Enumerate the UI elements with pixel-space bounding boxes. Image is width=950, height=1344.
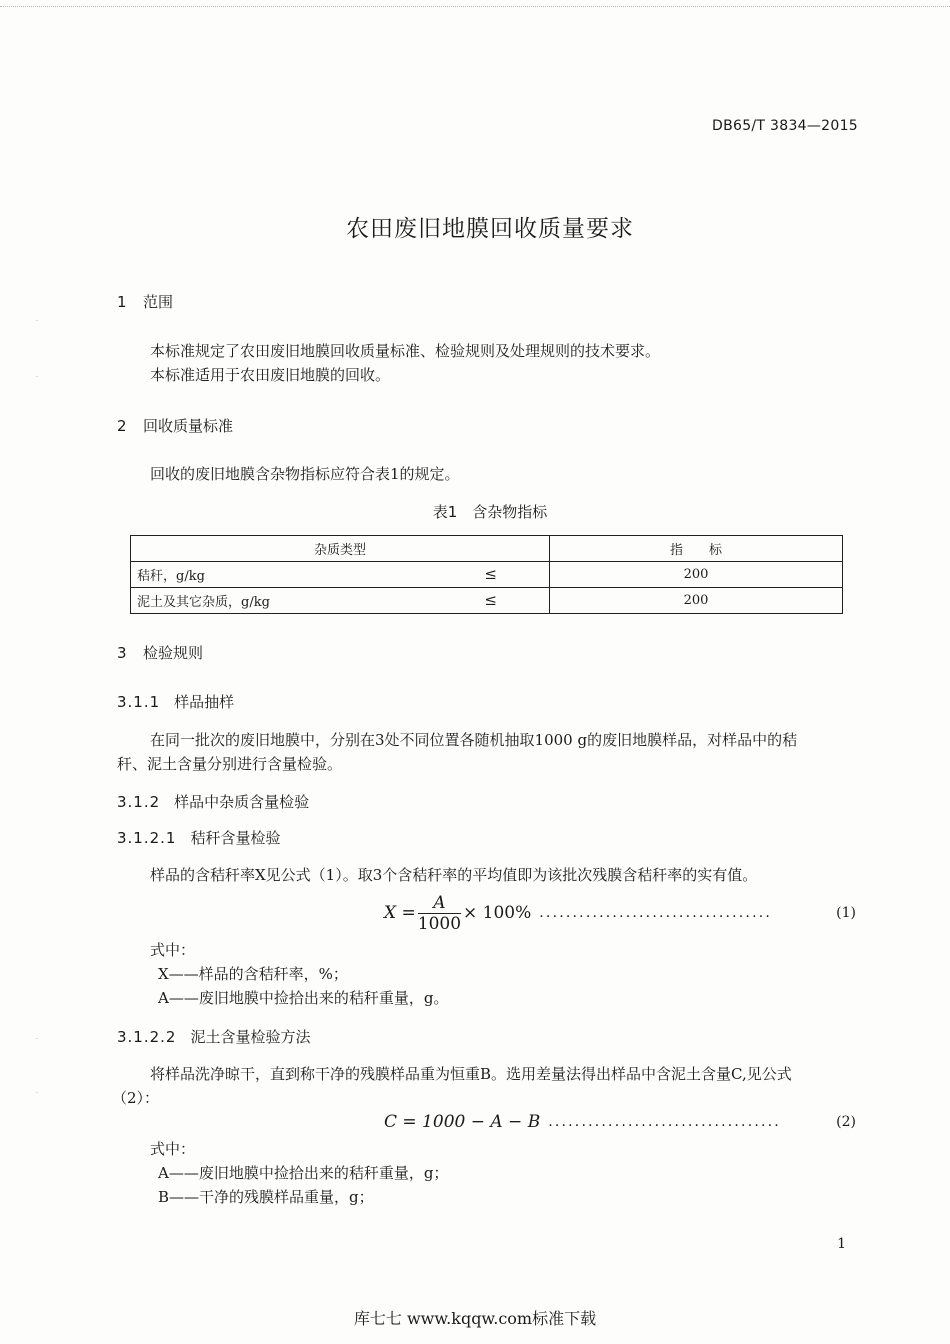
table-header-row	[131, 536, 843, 562]
leader-dots: ...................................	[539, 905, 773, 921]
section-title: 秸秆含量检验	[190, 829, 281, 847]
section-title: 范围	[143, 293, 174, 311]
table-cell-value: 200	[550, 562, 843, 588]
subsection-3-1-2-2-heading	[117, 1026, 311, 1047]
formula-tail: × 100%	[463, 903, 532, 923]
impurity-table	[130, 535, 843, 614]
section-number: 3	[117, 644, 127, 662]
impurity-type: 泥土及其它杂质，g/kg	[137, 595, 270, 610]
paragraph: 回收的废旧地膜含杂物指标应符合表1的规定。	[150, 465, 460, 483]
footer-watermark: 库七七 www.kqqw.com标准下载	[353, 1309, 597, 1328]
paragraph: 本标准规定了农田废旧地膜回收质量标准、检验规则及处理规则的技术要求。	[150, 342, 661, 360]
formula-2	[384, 1109, 856, 1135]
section-3-heading	[117, 642, 203, 663]
subsection-3-1-2-heading	[117, 791, 309, 812]
scan-mark: ·	[36, 318, 38, 325]
table-cell-value: 200	[550, 588, 843, 614]
paragraph-line: 在同一批次的废旧地膜中，分别在3处不同位置各随机抽取1000 g的废旧地膜样品，对样品中的秸	[150, 731, 798, 749]
table-caption: 表1 含杂物指标	[432, 503, 548, 521]
section-2-heading	[117, 415, 233, 436]
less-equal-sign: ≤	[484, 591, 497, 609]
less-equal-sign: ≤	[484, 565, 497, 583]
standard-code: DB65/T 3834—2015	[712, 118, 858, 134]
page-number: 1	[837, 1236, 846, 1252]
section-number: 3.1.2.1	[117, 829, 177, 847]
paragraph-line: （2）：	[112, 1089, 160, 1107]
paragraph-line: 秆、泥土含量分别进行含量检验。	[117, 755, 343, 773]
section-title: 样品中杂质含量检验	[174, 793, 310, 811]
column-header-type: 杂质类型	[131, 536, 550, 562]
section-title: 检验规则	[143, 644, 204, 662]
equation-number: (2)	[836, 1114, 856, 1130]
section-number: 3.1.2	[117, 793, 161, 811]
leader-dots: ...................................	[548, 1114, 781, 1130]
formula-expression: C = 1000 − A − B	[384, 1112, 541, 1132]
section-number: 3.1.2.2	[117, 1028, 177, 1046]
variable-definition: A——废旧地膜中捡拾出来的秸秆重量，g。	[158, 989, 449, 1007]
section-title: 回收质量标准	[143, 417, 234, 435]
formula-fraction	[418, 893, 461, 934]
table-cell-type	[131, 562, 550, 588]
scan-mark: ·	[36, 1036, 38, 1043]
column-header-value: 指 标	[550, 536, 843, 562]
variable-definition: X——样品的含秸秆率，%；	[158, 965, 348, 983]
section-1-heading	[117, 291, 173, 312]
section-title: 泥土含量检验方法	[190, 1028, 311, 1046]
table-cell-type	[131, 588, 550, 614]
equation-number: (1)	[836, 905, 856, 921]
section-number: 1	[117, 293, 127, 311]
subsection-3-1-2-1-heading	[117, 827, 281, 848]
section-number: 2	[117, 417, 127, 435]
subsection-3-1-1-heading	[117, 691, 234, 712]
where-label: 式中：	[150, 1140, 196, 1158]
scan-top-edge	[0, 0, 950, 7]
formula-lhs: X =	[384, 903, 416, 923]
paragraph-line: 将样品洗净晾干，直到称干净的残膜样品重为恒重B。选用差量法得出样品中含泥土含量C,见公式	[150, 1065, 792, 1083]
document-title: 农田废旧地膜回收质量要求	[346, 216, 634, 242]
where-label: 式中：	[150, 941, 196, 959]
variable-definition: A——废旧地膜中捡拾出来的秸秆重量，g；	[158, 1164, 449, 1182]
section-title: 样品抽样	[174, 693, 235, 711]
table-row	[131, 562, 843, 588]
paragraph: 本标准适用于农田废旧地膜的回收。	[150, 366, 391, 384]
paragraph: 样品的含秸秆率X见公式（1）。取3个含秸秆率的平均值即为该批次残膜含秸秆率的实有值。	[150, 866, 758, 884]
variable-definition: B——干净的残膜样品重量，g；	[158, 1188, 374, 1206]
scan-mark: ·	[36, 1090, 38, 1097]
impurity-type: 秸秆，g/kg	[137, 569, 205, 584]
table-row	[131, 588, 843, 614]
scan-mark: ·	[36, 374, 38, 381]
fraction-denominator: 1000	[417, 913, 462, 934]
section-number: 3.1.1	[117, 693, 161, 711]
fraction-numerator: A	[418, 893, 461, 914]
formula-1	[384, 889, 856, 937]
